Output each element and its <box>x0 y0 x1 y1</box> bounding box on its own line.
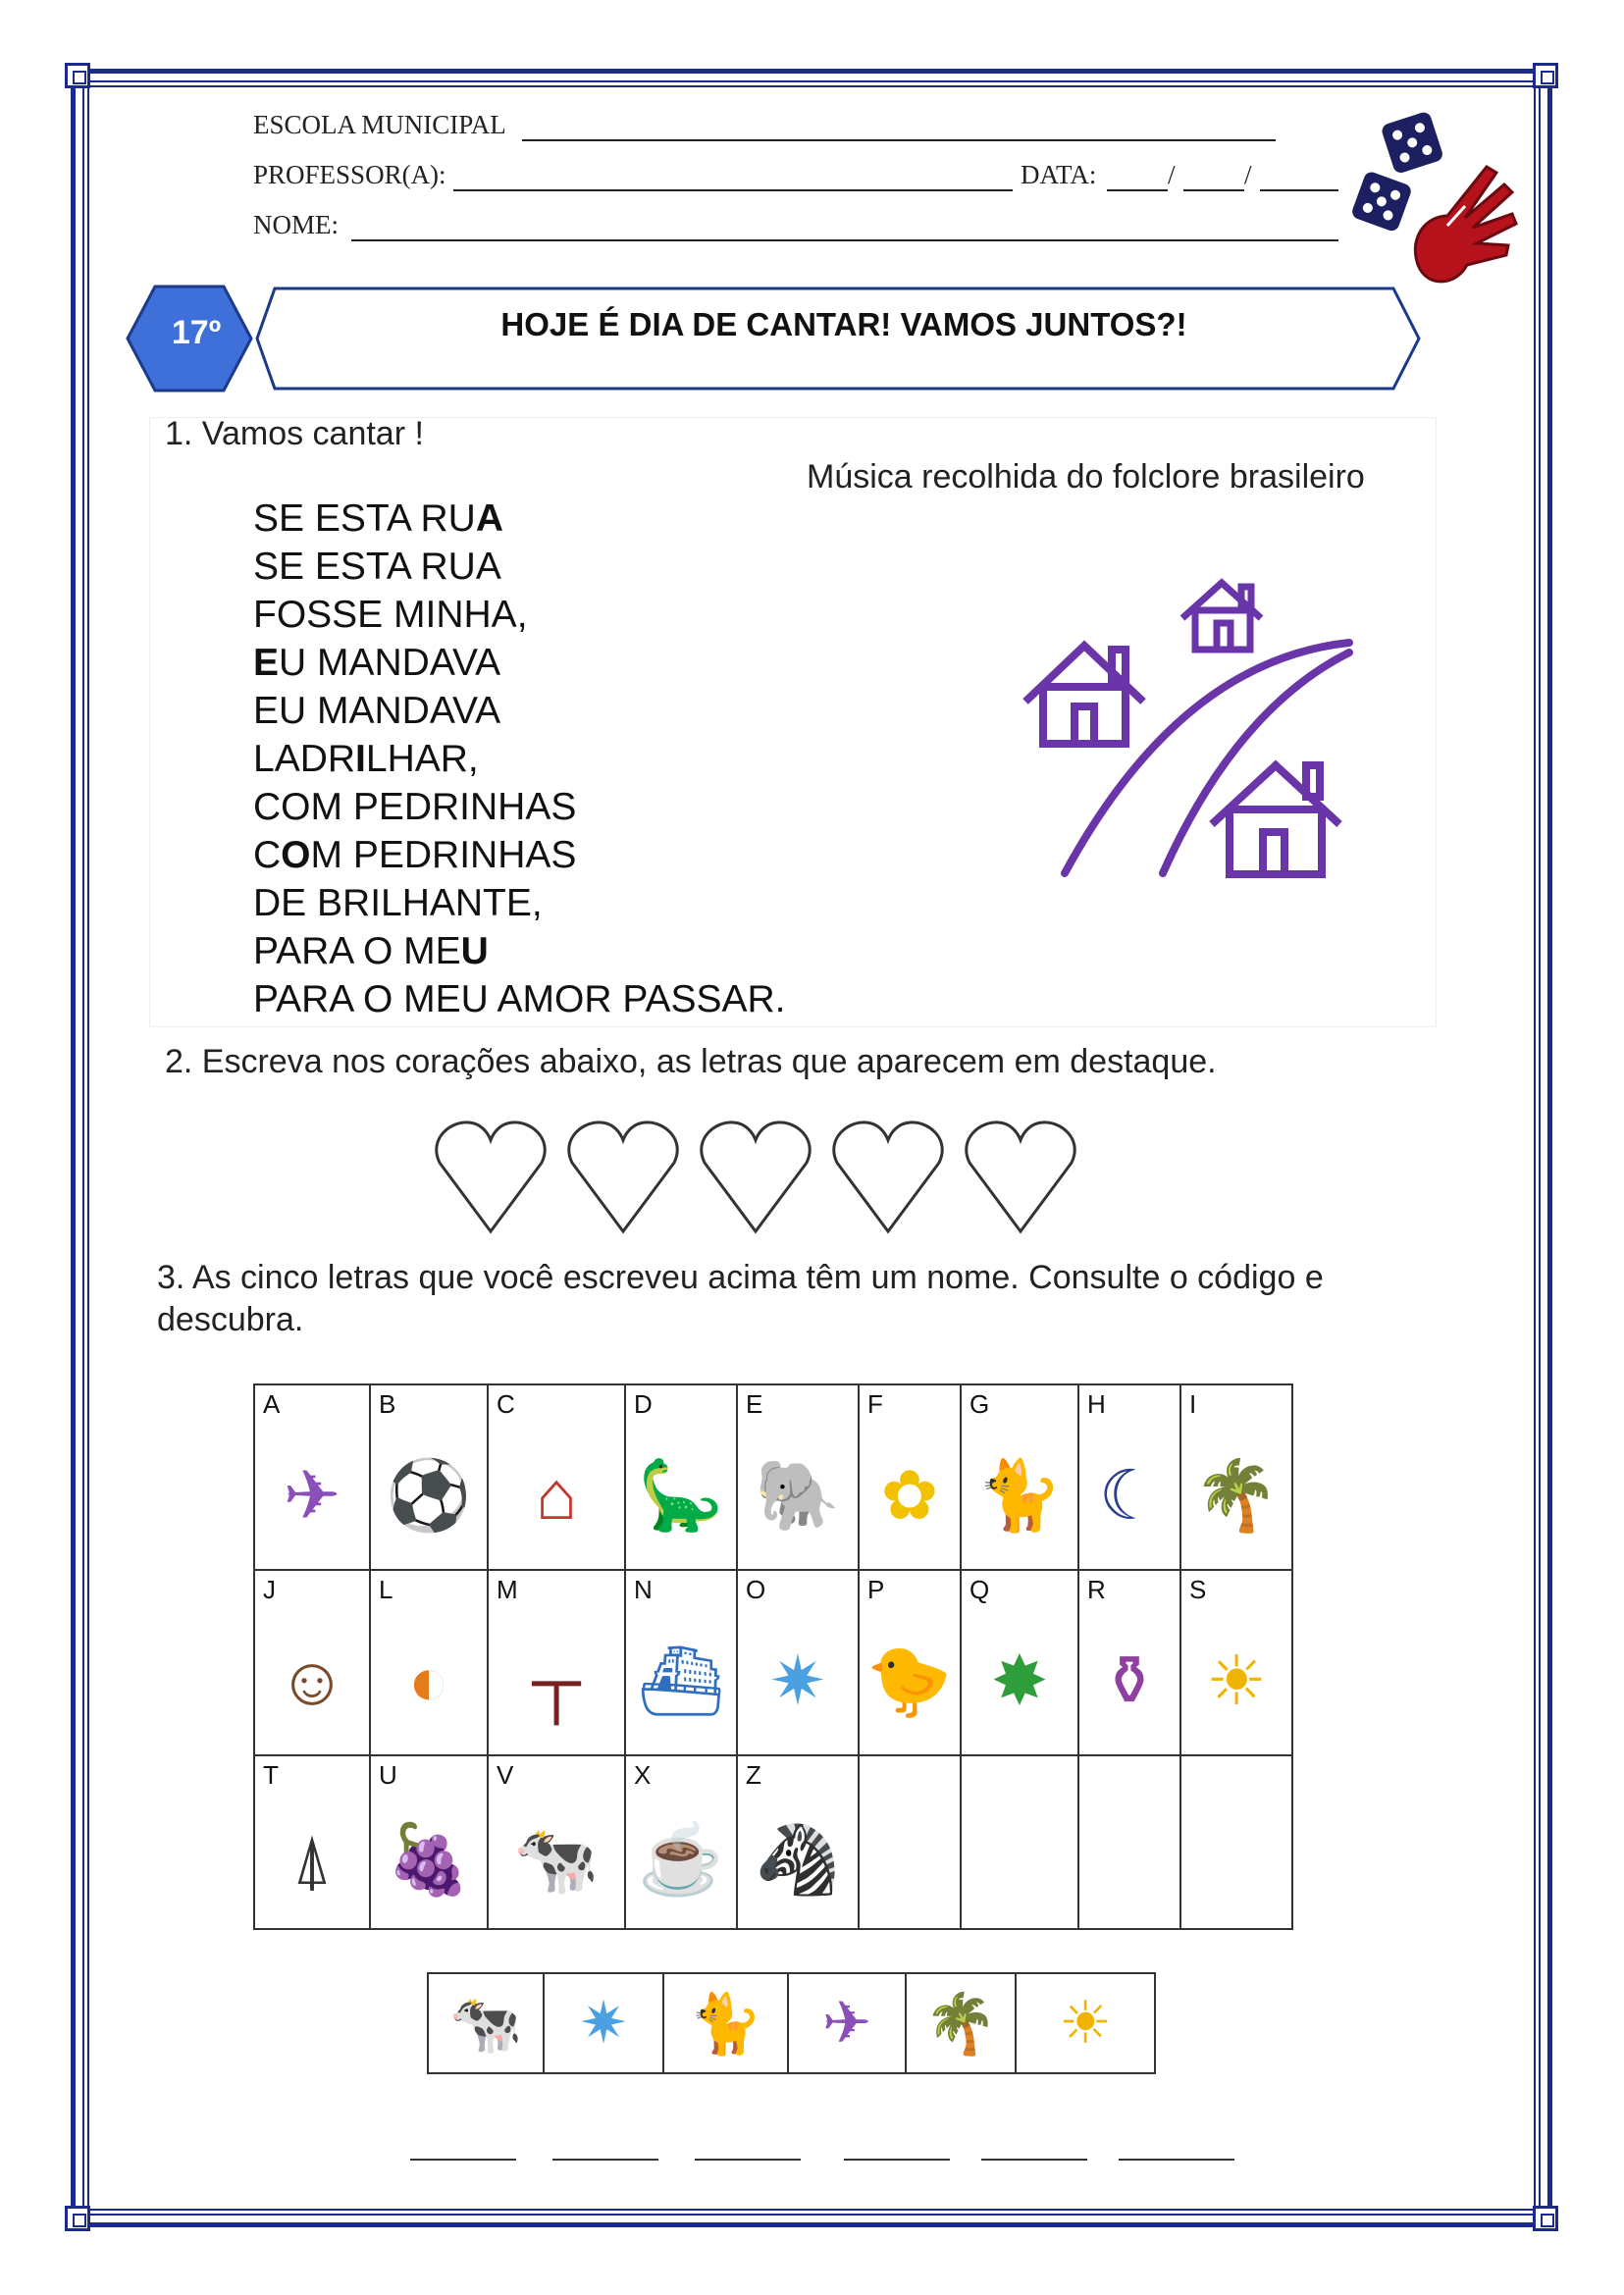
date-year-field[interactable] <box>1260 189 1338 191</box>
code-cell <box>1180 1570 1292 1755</box>
code-cell <box>625 1384 737 1570</box>
code-cell <box>370 1384 488 1570</box>
code-cell <box>737 1570 859 1755</box>
date-month-field[interactable] <box>1183 189 1244 191</box>
code-cell <box>488 1570 625 1755</box>
code-cell <box>625 1570 737 1755</box>
heart-answer-box <box>569 1122 677 1231</box>
cell-letter: V <box>497 1760 514 1790</box>
highlighted-letter: U <box>460 930 489 972</box>
code-cell <box>254 1570 370 1755</box>
puzzle-cell <box>1016 1973 1155 2073</box>
house-icon <box>1212 765 1339 874</box>
date-day-field[interactable] <box>1107 189 1168 191</box>
code-cell <box>961 1384 1078 1570</box>
heart-answer-box <box>437 1122 545 1231</box>
cell-letter: O <box>746 1575 766 1604</box>
song-line: DE BRILHANTE, <box>253 882 543 924</box>
highlighted-letter: A <box>475 497 504 540</box>
song-line: SE ESTA RUA <box>253 546 501 588</box>
cell-letter: L <box>379 1575 393 1604</box>
cat-icon: 🐈 <box>689 1990 762 2057</box>
question-3-line-2: descubra. <box>157 1301 304 1338</box>
song-line: LADRILHAR, <box>253 738 479 780</box>
answer-blank[interactable] <box>410 2159 516 2161</box>
house-icon <box>1025 646 1143 744</box>
cell-letter: J <box>263 1575 276 1604</box>
corner-ornament <box>1533 63 1558 88</box>
heart-answer-box <box>702 1122 810 1231</box>
cell-letter: A <box>263 1389 281 1419</box>
code-cell <box>625 1755 737 1929</box>
name-label: NOME: <box>253 210 339 239</box>
hearts-answer-row <box>422 1119 1089 1236</box>
highlighted-letter: E <box>253 642 280 684</box>
puzzle-cell <box>544 1973 663 2073</box>
dice-icon <box>1380 111 1444 176</box>
cell-letter: T <box>263 1760 279 1790</box>
cat-icon: 🐈 <box>976 1457 1063 1535</box>
code-cell <box>1078 1570 1180 1755</box>
code-row <box>254 1384 1292 1570</box>
code-cell <box>859 1755 961 1929</box>
airplane-icon: ✈ <box>283 1457 341 1535</box>
puzzle-cell <box>906 1973 1016 2073</box>
cup-icon: ☕ <box>638 1821 724 1898</box>
house-icon: ⌂ <box>535 1457 578 1535</box>
dinosaur-icon: 🦕 <box>638 1457 724 1535</box>
corner-ornament <box>65 2206 90 2231</box>
cell-letter: G <box>969 1389 990 1419</box>
code-cell <box>370 1570 488 1755</box>
zebra-icon: 🦓 <box>755 1821 841 1898</box>
dice-icon <box>1350 170 1413 233</box>
question-1-label: 1. Vamos cantar ! <box>165 415 424 452</box>
cell-letter: Q <box>969 1575 990 1604</box>
puzzle-cell <box>663 1973 788 2073</box>
cell-letter: N <box>634 1575 653 1604</box>
page-title: HOJE É DIA DE CANTAR! VAMOS JUNTOS?! <box>500 306 1187 342</box>
table-icon: ┬ <box>532 1643 581 1720</box>
code-cell <box>1180 1755 1292 1929</box>
cell-letter: S <box>1189 1575 1207 1604</box>
picture-code-puzzle <box>427 1972 1156 2074</box>
teacher-label: PROFESSOR(A): <box>253 160 446 189</box>
cow-icon: 🐄 <box>448 1990 523 2057</box>
cell-letter: D <box>634 1389 653 1419</box>
song-line: COM PEDRINHAS <box>253 786 577 828</box>
code-cell <box>1078 1755 1180 1929</box>
orange-icon: ◐ <box>407 1643 450 1720</box>
cell-letter: U <box>379 1760 397 1790</box>
corner-ornament <box>1533 2206 1558 2231</box>
cell-letter: R <box>1087 1575 1106 1604</box>
cell-letter: H <box>1087 1389 1106 1419</box>
cell-letter: Z <box>746 1760 761 1790</box>
jesus-icon: ☺ <box>277 1643 347 1720</box>
song-line: SE ESTA RUA <box>253 497 504 540</box>
elephant-icon: 🐘 <box>755 1457 841 1535</box>
lesson-number: 17º <box>171 314 222 351</box>
teacher-field[interactable] <box>453 189 1013 191</box>
airplane-icon: ✈ <box>821 1990 872 2056</box>
cell-letter: F <box>867 1389 883 1419</box>
code-cell <box>1078 1384 1180 1570</box>
heart-answer-box <box>967 1122 1074 1231</box>
school-label: ESCOLA MUNICIPAL <box>253 110 506 139</box>
code-cell <box>961 1570 1078 1755</box>
answer-blank[interactable] <box>1119 2159 1234 2161</box>
answer-blank[interactable] <box>695 2159 801 2161</box>
egg-icon: ✷ <box>578 1990 629 2056</box>
puzzle-cell <box>788 1973 906 2073</box>
duck-icon: 🐤 <box>866 1643 953 1720</box>
code-cell <box>737 1755 859 1929</box>
ship-icon: ⛴ <box>637 1643 725 1720</box>
question-2-label: 2. Escreva nos corações abaixo, as letras que aparecem em destaque. <box>165 1043 1217 1080</box>
highlighted-letter: O <box>281 834 311 876</box>
gift-icon: ✸ <box>990 1643 1049 1720</box>
egg-icon: ✷ <box>768 1643 827 1720</box>
ball-icon: ⚽ <box>386 1457 472 1535</box>
code-cell <box>488 1384 625 1570</box>
question-3-line-1: 3. As cinco letras que você escreveu acima têm um nome. Consulte o código e <box>157 1259 1324 1296</box>
song-line: FOSSE MINHA, <box>253 594 528 636</box>
island-icon: 🌴 <box>923 1990 998 2057</box>
song-line: EU MANDAVA <box>253 642 501 684</box>
date-label: DATA: <box>1021 160 1097 189</box>
sun-icon: ☀ <box>1205 1643 1268 1720</box>
cow-icon: 🐄 <box>513 1821 600 1898</box>
cell-letter: B <box>379 1389 396 1419</box>
answer-blank[interactable] <box>981 2159 1087 2161</box>
hand-icon <box>1415 167 1516 282</box>
date-separator: / <box>1168 160 1176 189</box>
letter-code-table <box>253 1383 1293 1930</box>
answer-blank[interactable] <box>844 2159 950 2161</box>
song-line: PARA O MEU AMOR PASSAR. <box>253 978 786 1020</box>
code-cell <box>254 1384 370 1570</box>
code-cell <box>859 1384 961 1570</box>
sun-icon: ☀ <box>1059 1990 1112 2056</box>
heart-answer-box <box>834 1122 942 1231</box>
date-separator: / <box>1244 160 1252 189</box>
song-line: COM PEDRINHAS <box>253 834 577 876</box>
cell-letter: I <box>1189 1389 1197 1419</box>
code-cell <box>859 1570 961 1755</box>
island-icon: 🌴 <box>1193 1457 1280 1535</box>
song-line: PARA O MEU <box>253 930 489 972</box>
code-cell <box>961 1755 1078 1929</box>
code-row <box>254 1570 1292 1755</box>
code-cell <box>254 1755 370 1929</box>
code-cell <box>488 1755 625 1929</box>
code-row <box>254 1755 1292 1929</box>
cell-letter: E <box>746 1389 763 1419</box>
code-cell <box>370 1755 488 1929</box>
name-field[interactable] <box>351 239 1338 241</box>
song-line: EU MANDAVA <box>253 690 501 732</box>
cell-letter: X <box>634 1760 652 1790</box>
street-houses-illustration <box>1016 569 1359 883</box>
answer-blank[interactable] <box>552 2159 658 2161</box>
code-cell <box>737 1384 859 1570</box>
house-icon <box>1182 583 1261 650</box>
flower-icon: ✿ <box>880 1457 939 1535</box>
grapes-icon: 🍇 <box>386 1821 472 1898</box>
tower-icon: ⍋ <box>291 1821 333 1898</box>
corner-ornament <box>65 63 90 88</box>
code-cell <box>1180 1384 1292 1570</box>
night-icon: ☾ <box>1098 1457 1161 1535</box>
cell-letter: C <box>497 1389 515 1419</box>
school-field[interactable] <box>522 139 1276 141</box>
highlighted-letter: I <box>355 738 366 780</box>
song-source: Música recolhida do folclore brasileiro <box>807 458 1365 496</box>
watering-can-icon: ⚱ <box>1100 1643 1159 1720</box>
puzzle-cell <box>428 1973 544 2073</box>
cell-letter: P <box>867 1575 885 1604</box>
dice-hand-logo <box>1349 108 1521 299</box>
cell-letter: M <box>497 1575 518 1604</box>
